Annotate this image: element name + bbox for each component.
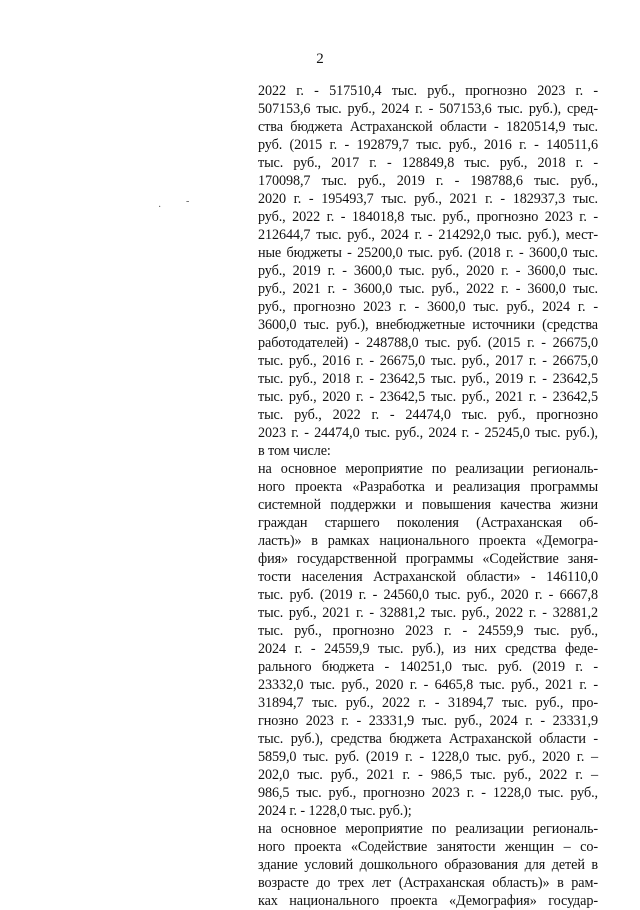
text-line: 986,5 тыс. руб., прогнозно 2023 г. - 1228,0 тыс. руб., <box>258 785 598 801</box>
text-line: ства бюджета Астраханской области - 1820514,9 тыс. <box>258 119 598 135</box>
text-line: руб. (2015 г. - 192879,7 тыс. руб., 2016 г. - 140511,6 <box>258 137 598 153</box>
text-line: тыс. руб., 2020 г. - 23642,5 тыс. руб., 2021 г. - 23642,5 <box>258 389 598 405</box>
stray-mark: - <box>186 196 190 207</box>
text-line: возрасте до трех лет (Астраханская область)» в рам- <box>258 875 598 891</box>
text-line: ные бюджеты - 25200,0 тыс. руб. (2018 г. - 3600,0 тыс. <box>258 245 598 261</box>
stray-mark: · <box>158 202 162 213</box>
text-line: на основное мероприятие по реализации региональ- <box>258 461 598 477</box>
text-line: тыс. руб., 2017 г. - 128849,8 тыс. руб., 2018 г. - <box>258 155 598 171</box>
text-line: тыс. руб., 2022 г. - 24474,0 тыс. руб., прогнозно <box>258 407 598 423</box>
text-line: 5859,0 тыс. руб. (2019 г. - 1228,0 тыс. руб., 2020 г. – <box>258 749 598 765</box>
text-line: руб., 2022 г. - 184018,8 тыс. руб., прогнозно 2023 г. - <box>258 209 598 225</box>
text-line: 507153,6 тыс. руб., 2024 г. - 507153,6 тыс. руб.), сред- <box>258 101 598 117</box>
text-line: ласть)» в рамках национального проекта «Демогра- <box>258 533 598 549</box>
text-line: 2024 г. - 24559,9 тыс. руб.), из них средства феде- <box>258 641 598 657</box>
text-line: тыс. руб., прогнозно 2023 г. - 24559,9 тыс. руб., <box>258 623 598 639</box>
text-line: тыс. руб., 2018 г. - 23642,5 тыс. руб., 2019 г. - 23642,5 <box>258 371 598 387</box>
text-line: руб., 2019 г. - 3600,0 тыс. руб., 2020 г. - 3600,0 тыс. <box>258 263 598 279</box>
text-line: 2024 г. - 1228,0 тыс. руб.); <box>258 803 412 819</box>
text-line: 170098,7 тыс. руб., 2019 г. - 198788,6 тыс. руб., <box>258 173 598 189</box>
text-line: тыс. руб., 2016 г. - 26675,0 тыс. руб., 2017 г. - 26675,0 <box>258 353 598 369</box>
text-line: работодателей) - 248788,0 тыс. руб. (2015 г. - 26675,0 <box>258 335 598 351</box>
text-line: 31894,7 тыс. руб., 2022 г. - 31894,7 тыс. руб., про- <box>258 695 598 711</box>
text-line: тыс. руб., 2021 г. - 32881,2 тыс. руб., 2022 г. - 32881,2 <box>258 605 598 621</box>
text-line: 3600,0 тыс. руб.), внебюджетные источники (средства <box>258 317 598 333</box>
text-line: руб., 2021 г. - 3600,0 тыс. руб., 2022 г. - 3600,0 тыс. <box>258 281 598 297</box>
text-line: 23332,0 тыс. руб., 2020 г. - 6465,8 тыс. руб., 2021 г. - <box>258 677 598 693</box>
page-number: 2 <box>316 51 324 67</box>
text-line: системной поддержки и повышения качества жизни <box>258 497 598 513</box>
text-line: 2020 г. - 195493,7 тыс. руб., 2021 г. - 182937,3 тыс. <box>258 191 598 207</box>
text-line: 212644,7 тыс. руб., 2024 г. - 214292,0 тыс. руб.), мест- <box>258 227 598 243</box>
text-line: ках национального проекта «Демография» государ- <box>258 893 598 909</box>
text-line: рального бюджета - 140251,0 тыс. руб. (2019 г. - <box>258 659 598 675</box>
text-line: гнозно 2023 г. - 23331,9 тыс. руб., 2024 г. - 23331,9 <box>258 713 598 729</box>
text-line: руб., прогнозно 2023 г. - 3600,0 тыс. руб., 2024 г. - <box>258 299 598 315</box>
body-text-column <box>258 82 598 910</box>
text-line: тыс. руб.), средства бюджета Астраханской области - <box>258 731 598 747</box>
text-line: 2022 г. - 517510,4 тыс. руб., прогнозно 2023 г. - <box>258 83 598 99</box>
text-line: тости населения Астраханской области» - 146110,0 <box>258 569 598 585</box>
text-line: граждан старшего поколения (Астраханская об- <box>258 515 598 531</box>
text-line: здание условий дошкольного образования для детей в <box>258 857 598 873</box>
text-line: фия» государственной программы «Содействие заня- <box>258 551 598 567</box>
text-line: 202,0 тыс. руб., 2021 г. - 986,5 тыс. руб., 2022 г. – <box>258 767 598 783</box>
text-line: 2023 г. - 24474,0 тыс. руб., 2024 г. - 25245,0 тыс. руб.), <box>258 425 598 441</box>
text-line: ного проекта «Содействие занятости женщин – со- <box>258 839 598 855</box>
text-line: тыс. руб. (2019 г. - 24560,0 тыс. руб., 2020 г. - 6667,8 <box>258 587 598 603</box>
text-line: на основное мероприятие по реализации региональ- <box>258 821 598 837</box>
text-line: в том числе: <box>258 443 331 459</box>
text-line: ного проекта «Разработка и реализация программы <box>258 479 598 495</box>
